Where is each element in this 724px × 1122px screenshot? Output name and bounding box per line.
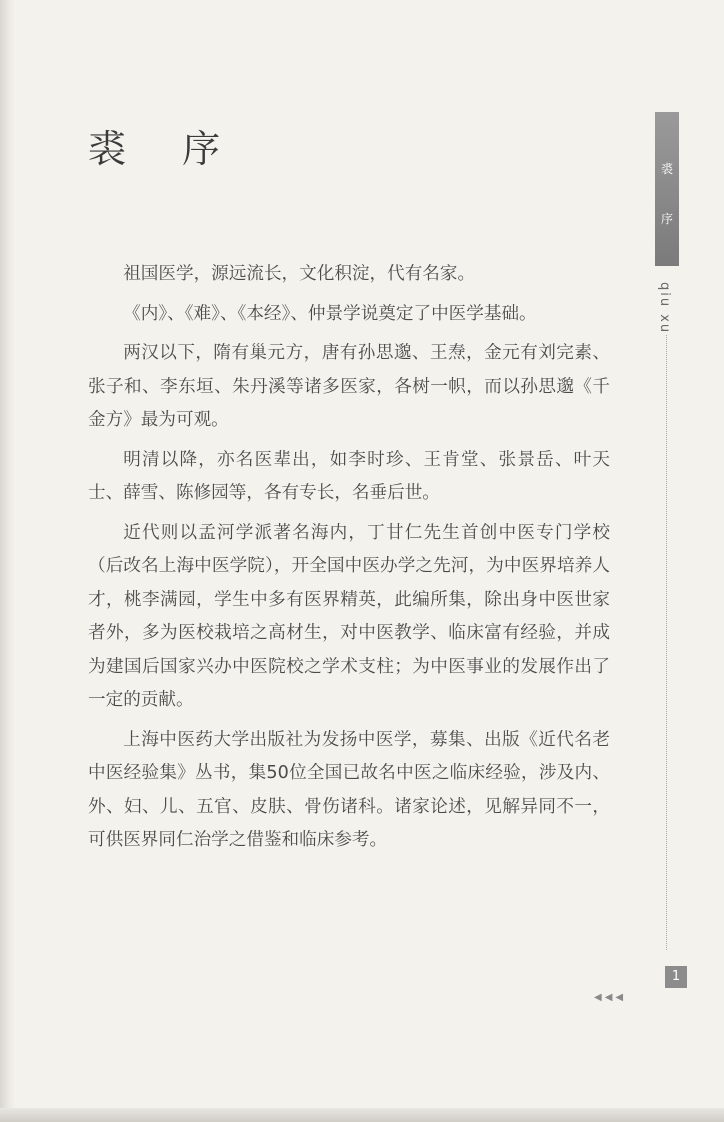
triangle-arrows-icon: ◀◀◀ [594, 992, 627, 1003]
paragraph: 《内》、《难》、《本经》、仲景学说奠定了中医学基础。 [123, 303, 537, 324]
paragraph: 祖国医学，源远流长，文化积淀，代有名家。 [123, 264, 476, 284]
chapter-side-tab [655, 112, 679, 266]
page-bottom-shadow [0, 1108, 724, 1122]
page-number: 1 [665, 966, 687, 988]
side-tab-char-1: 裘 [660, 162, 673, 176]
paragraph: 近代则以孟河学派著名海内，丁甘仁先生首创中医专门学校（后改名上海中医学院），开全国中医办学之先河，为中医界培养人才，桃李满园，学生中多有医界精英，此编所集，除出身中医世家者外，多为医校栽培之高材生，对中医教学、临床富有经验，并成为建国后国家兴办中医院校之学术支柱；为中医事业的发展作出了一定的贡献。 [88, 522, 610, 710]
page-title: 裘 序 [88, 127, 243, 171]
side-tab-char-2: 序 [660, 212, 673, 226]
page-left-shadow [0, 0, 16, 1122]
paragraph: 上海中医药大学出版社为发扬中医学，募集、出版《近代名老中医经验集》丛书，集50位全国已故名中医之临床经验，涉及内、外、妇、儿、五官、皮肤、骨伤诸科。诸家论述，见解异同不一，可供医界同仁治学之借鉴和临床参考。 [88, 729, 610, 850]
side-pinyin: qiu xu [657, 282, 672, 335]
paragraph: 明清以降，亦名医辈出，如李时珍、王肯堂、张景岳、叶天士、薛雪、陈修园等，各有专长，名垂后世。 [88, 449, 610, 503]
paragraph: 两汉以下，隋有巢元方，唐有孙思邈、王焘，金元有刘完素、张子和、李东垣、朱丹溪等诸多医家，各树一帜，而以孙思邈《千金方》最为可观。 [88, 343, 610, 430]
preface-body [88, 258, 610, 864]
side-dotted-divider [666, 335, 667, 950]
